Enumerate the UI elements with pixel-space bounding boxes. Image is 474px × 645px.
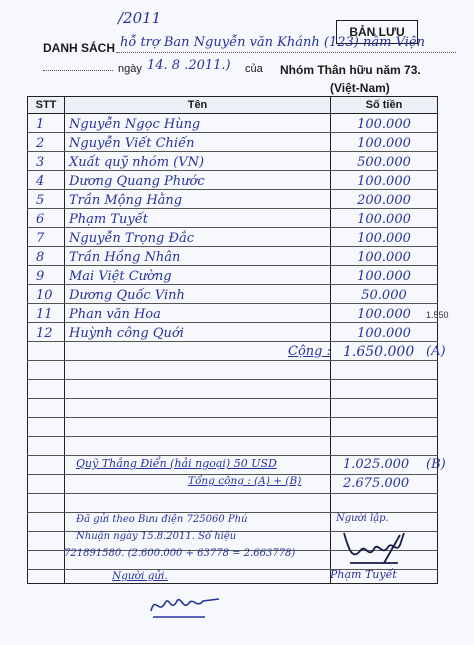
row-name <box>65 570 331 584</box>
row-amount: 100.000 <box>331 323 438 342</box>
row-stt: 9 <box>28 266 65 285</box>
title-dotted-line <box>116 52 456 53</box>
table-row-blank <box>28 361 438 380</box>
row-name: Nguyễn Trọng Đắc <box>65 228 331 247</box>
row-amount <box>331 361 438 380</box>
row-amount <box>331 380 438 399</box>
row-amount: 100.000 <box>331 304 438 323</box>
total-value: 2.675.000 <box>343 476 410 491</box>
table-row <box>28 152 438 171</box>
column-header-amount: Số tiền <box>331 97 438 114</box>
group-name: Nhóm Thân hữu năm 73. <box>280 63 421 77</box>
row-stt: 4 <box>28 171 65 190</box>
row-stt: 11 <box>28 304 65 323</box>
subtotal-tag: (A) <box>426 344 446 359</box>
row-name: Xuất quỹ nhóm (VN) <box>65 152 331 171</box>
table-row <box>28 266 438 285</box>
row-name: Phan văn Hoa <box>65 304 331 323</box>
foreign-fund-value: 1.025.000 <box>343 457 410 472</box>
contribution-table <box>27 96 438 584</box>
transfer-note-line1: Đã gửi theo Bưu điện 725060 Phú <box>76 514 248 525</box>
archive-stamp: BẢN LƯU <box>336 20 418 44</box>
row-stt: 12 <box>28 323 65 342</box>
row-name <box>65 361 331 380</box>
row-stt <box>28 513 65 532</box>
row-stt: 1 <box>28 114 65 133</box>
subtotal-value: 1.650.000 <box>343 344 415 360</box>
row-amount: 100.000 <box>331 209 438 228</box>
row-name: Trần Mộng Hằng <box>65 190 331 209</box>
date-value: 14. 8 .2011.) <box>147 58 231 73</box>
foreign-fund-tag: (B) <box>426 457 446 472</box>
table-row <box>28 304 438 323</box>
table-row-blank <box>28 418 438 437</box>
sender-label: Người gửi. <box>112 570 168 582</box>
row-name <box>65 399 331 418</box>
column-header-stt: STT <box>28 97 65 114</box>
title-handwritten: hỗ trợ Ban Nguyễn văn Khánh (123) nằm Viện <box>120 35 425 50</box>
row-stt <box>28 551 65 570</box>
row-amount: 100.000 <box>331 266 438 285</box>
row-name: Mai Việt Cường <box>65 266 331 285</box>
group-country: (Việt-Nam) <box>330 81 390 95</box>
table-row-blank <box>28 399 438 418</box>
row-stt: 6 <box>28 209 65 228</box>
row-stt <box>28 342 65 361</box>
sender-signature <box>145 585 225 625</box>
title-prefix: DANH SÁCH <box>43 41 115 55</box>
row-stt: 8 <box>28 247 65 266</box>
table-row <box>28 209 438 228</box>
row-amount: 50.000 <box>331 285 438 304</box>
table-row <box>28 171 438 190</box>
row-name <box>65 494 331 513</box>
row-stt <box>28 475 65 494</box>
table-header-row <box>28 97 438 114</box>
table-row <box>28 114 438 133</box>
table-row <box>28 133 438 152</box>
of-label: của <box>245 63 263 75</box>
preparer-name: Phạm Tuyết <box>330 568 397 581</box>
document-number: /2011 <box>118 9 162 27</box>
table-row-blank <box>28 494 438 513</box>
row-stt: 3 <box>28 152 65 171</box>
foreign-fund-label: Quỹ Thắng Điển (hải ngoại) 50 USD <box>76 457 277 470</box>
row-amount: 100.000 <box>331 114 438 133</box>
table-row <box>28 323 438 342</box>
row-amount: 100.000 <box>331 133 438 152</box>
row-name: Dương Quang Phước <box>65 171 331 190</box>
row-stt <box>28 494 65 513</box>
row-amount: 200.000 <box>331 190 438 209</box>
row-name: Huỳnh công Quới <box>65 323 331 342</box>
row-stt: 2 <box>28 133 65 152</box>
row-amount <box>331 494 438 513</box>
transfer-note-line3: 721891580. (2.600.000 + 63778 = 2.663778) <box>64 548 296 559</box>
column-header-name: Tên <box>65 97 331 114</box>
row-stt <box>28 437 65 456</box>
table-row-blank <box>28 380 438 399</box>
preparer-label: Người lập. <box>336 513 389 524</box>
row-name <box>65 418 331 437</box>
table-row <box>28 285 438 304</box>
row-amount: 100.000 <box>331 228 438 247</box>
date-dotted-line <box>43 70 113 71</box>
side-note: 1.550 <box>426 310 449 320</box>
preparer-signature <box>340 527 420 567</box>
row-stt <box>28 380 65 399</box>
row-amount <box>331 399 438 418</box>
row-amount: 500.000 <box>331 152 438 171</box>
date-label: ngày <box>118 63 142 75</box>
table-row <box>28 228 438 247</box>
table-row <box>28 247 438 266</box>
row-name: Trần Hồng Nhân <box>65 247 331 266</box>
subtotal-label: Cộng : <box>288 344 331 359</box>
transfer-note-line2: Nhuận ngày 15.8.2011. Số hiệu <box>76 531 237 542</box>
row-stt <box>28 399 65 418</box>
row-name <box>65 437 331 456</box>
row-amount <box>331 418 438 437</box>
row-stt <box>28 532 65 551</box>
table-row-blank <box>28 437 438 456</box>
row-stt <box>28 361 65 380</box>
row-stt <box>28 570 65 584</box>
row-name: Phạm Tuyết <box>65 209 331 228</box>
total-label: Tổng cộng : (A) + (B) <box>188 475 302 487</box>
row-name: Nguyễn Viết Chiến <box>65 133 331 152</box>
row-stt: 10 <box>28 285 65 304</box>
row-stt <box>28 418 65 437</box>
row-stt: 7 <box>28 228 65 247</box>
row-stt <box>28 456 65 475</box>
row-amount: 100.000 <box>331 171 438 190</box>
row-amount <box>331 437 438 456</box>
row-stt: 5 <box>28 190 65 209</box>
row-name: Nguyễn Ngọc Hùng <box>65 114 331 133</box>
row-amount: 100.000 <box>331 247 438 266</box>
table-row <box>28 190 438 209</box>
row-name: Dương Quốc Vinh <box>65 285 331 304</box>
row-name <box>65 380 331 399</box>
